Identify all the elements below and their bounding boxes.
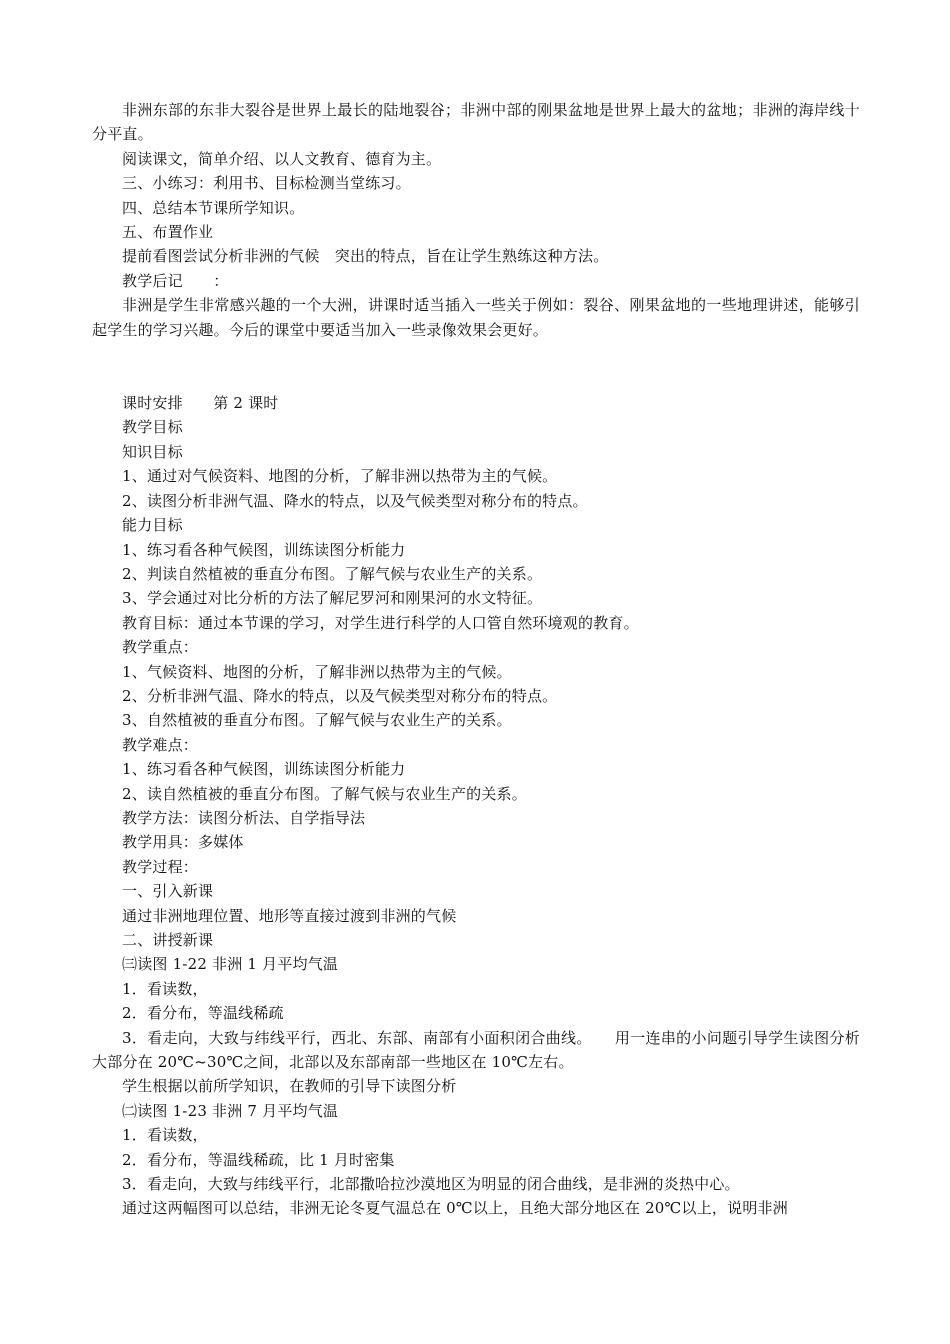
list-item: 1．看读数， (122, 1126, 208, 1145)
list-item: 1．看读数， (122, 979, 208, 998)
paragraph-education-goals: 教育目标：通过本节课的学习，对学生进行科学的人口管自然环境观的教育。 (122, 613, 639, 632)
paragraph-ability-goals: 能力目标 (122, 516, 183, 535)
list-item: 3．看走向，大致与纬线平行，西北、东部、南部有小面积闭合曲线。 用一连串的小问题引导学生读图分析大部分在 20℃~30℃之间，北部以及东部南部一些地区在 10℃左右。 (92, 1028, 860, 1072)
paragraph-exercise: 三、小练习：利用书、目标检测当堂练习。 (122, 174, 411, 193)
list-item: 3、自然植被的垂直分布图。了解气候与农业生产的关系。 (122, 711, 512, 730)
paragraph-knowledge-goals: 知识目标 (122, 442, 183, 461)
paragraph-new-lesson: 二、讲授新课 (122, 931, 214, 949)
paragraph-key-points: 教学重点： (122, 638, 199, 657)
paragraph-student-analysis: 学生根据以前所学知识，在教师的引导下读图分析 (122, 1077, 457, 1096)
paragraph-summary: 四、总结本节课所学知识。 (122, 198, 305, 217)
list-item: 1、通过对气候资料、地图的分析，了解非洲以热带为主的气候。 (122, 467, 558, 486)
section-gap (92, 342, 860, 391)
paragraph-figure-1-23: ㈡读图 1-23 非洲 7 月平均气温 (122, 1101, 339, 1120)
list-item: 3、学会通过对比分析的方法了解尼罗河和刚果河的水文特征。 (122, 589, 543, 608)
list-item: 2、读图分析非洲气温、降水的特点，以及气候类型对称分布的特点。 (122, 491, 588, 510)
list-item: 2．看分布，等温线稀疏，比 1 月时密集 (122, 1150, 395, 1169)
paragraph-homework-heading: 五、布置作业 (122, 223, 214, 242)
paragraph-conclusion: 通过这两幅图可以总结，非洲无论冬夏气温总在 0℃以上，且绝大部分地区在 20℃以上，说明非洲 (122, 1199, 788, 1218)
paragraph-difficulties: 教学难点： (122, 735, 199, 754)
paragraph-reading: 阅读课文，简单介绍、以人文教育、德育为主。 (122, 149, 442, 168)
list-item: 2、读自然植被的垂直分布图。了解气候与农业生产的关系。 (122, 784, 527, 803)
paragraph-teaching-goals: 教学目标 (122, 418, 183, 437)
paragraph-postscript-heading: 教学后记 ： (122, 271, 229, 290)
list-item: 1、练习看各种气候图，训练读图分析能力 (122, 760, 406, 779)
paragraph-postscript: 非洲是学生非常感兴趣的一个大洲，讲课时适当插入一些关于例如：裂谷、刚果盆地的一些地理讲述，能够引起学生的学习兴趣。今后的课堂中要适当加入一些录像效果会更好。 (92, 296, 860, 339)
paragraph-introduction: 一、引入新课 (122, 882, 214, 901)
paragraph-methods: 教学方法：读图分析法、自学指导法 (122, 808, 366, 827)
paragraph-homework: 提前看图尝试分析非洲的气候 突出的特点，旨在让学生熟练这种方法。 (122, 247, 609, 266)
list-item: 2、分析非洲气温、降水的特点，以及气候类型对称分布的特点。 (122, 686, 558, 705)
paragraph-figure-1-22: ㈢读图 1-22 非洲 1 月平均气温 (122, 955, 339, 974)
document-body (92, 98, 860, 1221)
paragraph-tools: 教学用具：多媒体 (122, 833, 244, 852)
list-item: 1、气候资料、地图的分析，了解非洲以热带为主的气候。 (122, 662, 512, 681)
list-item: 1、练习看各种气候图，训练读图分析能力 (122, 540, 406, 559)
list-item: 2．看分布，等温线稀疏 (122, 1004, 284, 1023)
list-item: 2、判读自然植被的垂直分布图。了解气候与农业生产的关系。 (122, 564, 543, 583)
paragraph-lesson-schedule: 课时安排 第 2 课时 (122, 394, 279, 413)
paragraph-transition: 通过非洲地理位置、地形等直接过渡到非洲的气候 (122, 906, 457, 925)
list-item: 3．看走向，大致与纬线平行，北部撒哈拉沙漠地区为明显的闭合曲线，是非洲的炎热中心。 (122, 1175, 740, 1194)
paragraph-rift-valley: 非洲东部的东非大裂谷是世界上最长的陆地裂谷；非洲中部的刚果盆地是世界上最大的盆地；非洲的海岸线十分平直。 (92, 101, 860, 144)
paragraph-process: 教学过程： (122, 857, 199, 876)
